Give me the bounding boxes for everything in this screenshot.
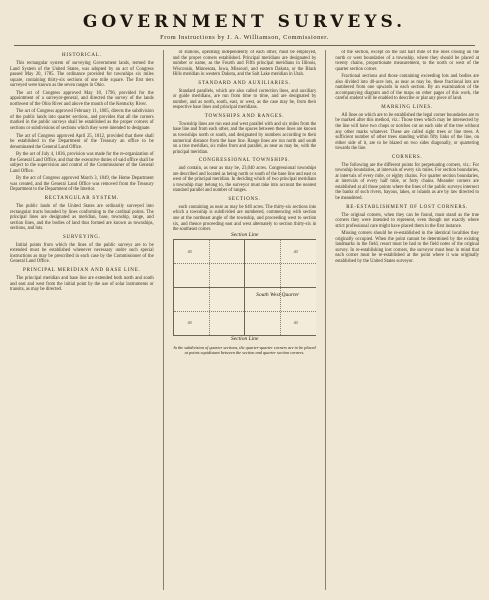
section-heading: TOWNSHIPS AND RANGES. (204, 113, 285, 119)
column-divider (325, 50, 326, 590)
paragraph: Initial points from which the lines of the public surveys are to be extended must be established whenever necessary under such special instructions as may be prescribed in each case by the Commissioner of the General Land Office. (10, 242, 154, 265)
diagram-lot-number: 40 (187, 248, 192, 254)
diagram-caption: In the subdivision of quarter sections, the quarter-quarter corners are to be placed at points equidistant between the section and quarter section corners. (173, 344, 316, 355)
paragraph: of the section, except on the last half mile of the lines closing on the north or west boundaries of a township, where they should be placed at twenty chains, proportionate measurement, to the north or west of the quarter section corner. (335, 50, 480, 72)
section-heading: RE-ESTABLISHMENT OF LOST CORNERS. (346, 204, 469, 210)
paragraph: The act of Congress approved February 11, 1805, directs the subdivision of the public lands into quarter sections, and provides that all the corners marked in the public surveys shall be established as the proper corners of sections or subdivisions of sections which they were intended to designate. (10, 109, 154, 132)
paragraph: of stations, operating independently of each other, must be employed, and the proper corners established. Principal meridians are designated by number or name, as the Fourth and Fifth principal meridians in Illinois, Wisconsin, Minnesota, Iowa, Missouri, and eastern Dakota, or the Black Hills meridian in western Dakota, and the Salt Lake meridian in Utah. (172, 50, 317, 78)
diagram-center-line-h (174, 287, 316, 288)
section-heading: PRINCIPAL MERIDIAN AND BASE LINE. (23, 267, 141, 273)
diagram-center-line-v (244, 240, 245, 335)
section-heading: CORNERS. (391, 154, 423, 160)
section-heading: MARKING LINES. (381, 104, 434, 110)
paragraph: This rectangular system of surveying Government lands, termed the Land System of the United States, was adopted by an act of Congress passed May 20, 1785. The ordinance provided for townships six miles square, containing thirty-six sections of one mile square. The first tiers surveyed were known as the seven ranges in Ohio. (10, 61, 154, 89)
paragraph: Fractional sections and those containing exceeding lots and bodies are also divided into 40-acre lots, as near as may be, these fractional lots are numbered from one upwards in each section. By an examination of the accompanying diagram and of the maps on other pages of this work, the careful student will be enabled to describe or plat any piece of land. (335, 74, 480, 102)
paragraph: The act of Congress approved April 25, 1812, provided that there shall be established in the Department of the Treasury an office to be denominated the General Land Office. (10, 133, 154, 150)
column-divider (163, 50, 164, 590)
section-heading: HISTORICAL. (61, 53, 102, 58)
section-heading: STANDARD AND AUXILIARIES. (198, 80, 291, 86)
text-columns (10, 50, 479, 590)
section-subdivision-diagram (173, 231, 317, 342)
paragraph: By the act of Congress approved March 3, 1849, the Home Department was created, and the General Land Office was removed from the Treasury Department to the Department of the Interior. (10, 176, 154, 193)
diagram-lot-number: 40 (293, 248, 298, 254)
page-subtitle: From Instructions by J. A. Williamson, Commissioner. (160, 34, 329, 41)
section-heading: SURVEYING. (62, 234, 101, 240)
diagram-dotted-line (209, 240, 210, 335)
diagram-top-label: Section Line (231, 231, 259, 238)
paragraph: Standard parallels, which are also called correction lines, and auxiliary or guide meridians, are run from time to time, and are designated by number, and as north, south, east, or west, as the case may be, from their respective base lines and principal meridians. (172, 88, 317, 111)
paragraph: The principal meridian and base line are extended both north and south and east and west from the initial point by the use of solar instruments or transits, as may be directed. (10, 275, 154, 293)
paragraph: Missing corners should be re-established in the identical localities they originally occupied. When the point cannot be determined by the existing landmarks in the field, resort must be had to the field notes of the original survey. In re-establishing lost corners, the surveyor must bear in mind that each corner must be re-established at the point where it was originally established by the United States surveyor. (335, 231, 480, 264)
diagram-dotted-line (280, 240, 281, 335)
section-heading: RECTANGULAR SYSTEM. (44, 196, 119, 202)
diagram-lot-number: 40 (187, 319, 192, 325)
column-3 (335, 50, 479, 590)
paragraph: The following are the different points for perpetuating corners, viz.: For township boundaries, at intervals of every six miles. For section boundaries, at intervals of every mile, or eighty chains. For quarter section boundaries, at intervals of every half mile, or forty chains. Meander corners are established at all those points where the lines of the public surveys intersect the banks of such rivers, bayous, lakes, or islands as are by law directed to be meandered. (335, 162, 480, 202)
paragraph: The public lands of the United States are ordinarily surveyed into rectangular tracts bounded by lines conforming to the cardinal points. The principal lines are designated as meridian, base, township, range, and section lines, and the bodies of land thus formed are known as townships, sections, and lots. (10, 204, 154, 232)
paragraph: and contain, as near as may be, 23,040 acres. Congressional townships are described and located as being north or south of the base line and east or west of the principal meridian. In deciding which of two principal meridians a township may belong to, the surveyor must take into account the nearest standard parallel and number of ranges. (172, 166, 317, 194)
paragraph: Township lines are run east and west parallel with and six miles from the base line and from each other, and the spaces between these lines are known as townships north or south, and designated by numbers according to their numerical distance from the base line. Range lines are run north and south on a true meridian, six miles from and parallel, as near as may be, with the principal meridian. (172, 121, 317, 155)
paragraph: All lines on which are to be established the legal corner boundaries are to be marked after this method, viz.: Those trees which may be intersected by the line will have two chops or notches cut on each side of the tree without any other marks whatever. These are called sight trees or line trees. A sufficient number of other trees standing within fifty links of the line, on either side of it, are to be blazed on two sides diagonally, or quartering towards the line. (335, 112, 480, 152)
title-rule (14, 45, 475, 46)
diagram-dotted-line (174, 311, 316, 312)
diagram-center-label: South West Quarter (256, 291, 300, 298)
section-heading: SECTIONS. (228, 196, 261, 202)
paragraph: The original corners, when they can be found, must stand as the true corners they were intended to represent, even though not exactly where strict professional care might have placed them in the first instance. (335, 212, 480, 229)
paragraph: each containing as near as may be 640 acres. The thirty-six sections into which a township is subdivided are numbered, commencing with section one at the northeast angle of the township, and proceeding west to section six, and thence proceeding east and west alternately to section thirty-six in the southeast corner. (172, 204, 317, 233)
page-title: GOVERNMENT SURVEYS. (82, 12, 407, 32)
diagram-bottom-label: Section Line (231, 335, 259, 342)
column-2 (173, 50, 317, 590)
section-heading: CONGRESSIONAL TOWNSHIPS. (198, 158, 291, 164)
column-1 (10, 50, 154, 590)
paragraph: The act of Congress approved May 18, 1796, provided for the appointment of a surveyor-general, and directed the survey of the lands northwest of the Ohio River and above the mouth of the Kentucky River. (10, 90, 154, 107)
paragraph: By the act of July 4, 1836, provision was made for the re-organization of the General Land Office, and that the executive duties of said office shall be subject to the supervision and control of the Commissioner of the General Land Office. (10, 152, 154, 174)
diagram-dotted-line (174, 263, 316, 264)
diagram-lot-number: 40 (293, 319, 298, 325)
